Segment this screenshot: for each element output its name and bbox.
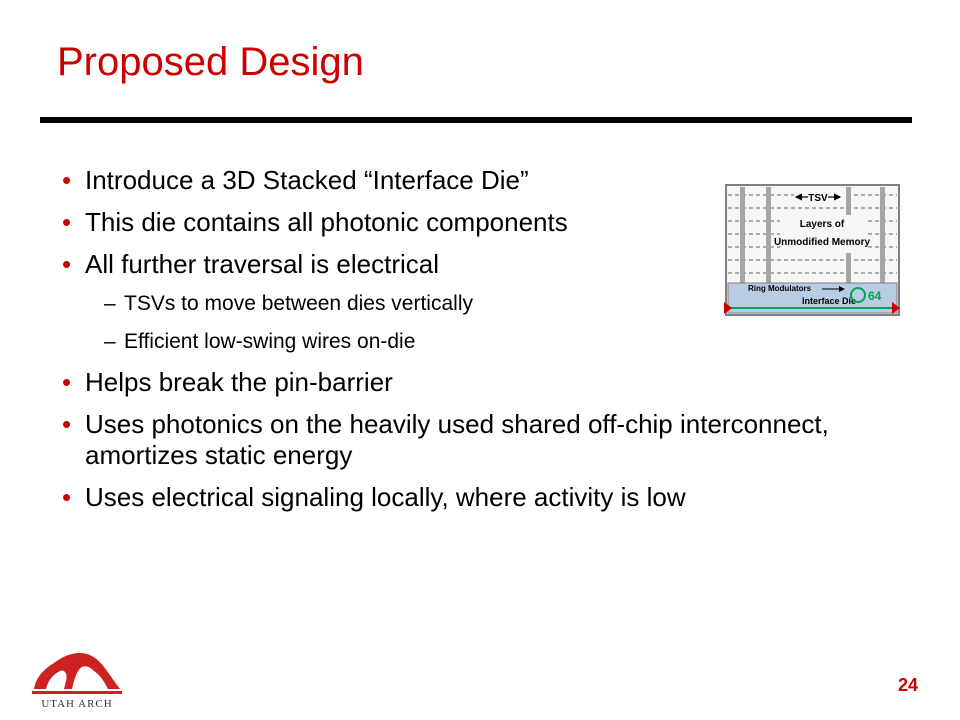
bullet-marker: • [62, 165, 72, 195]
ring-modulators-label: Ring Modulators [748, 284, 812, 293]
bullet-text: This die contains all photonic components [85, 207, 568, 237]
bullet-text: Helps break the pin-barrier [85, 367, 393, 397]
bullet-item [62, 367, 862, 398]
bullet-text: Introduce a 3D Stacked “Interface Die” [85, 165, 529, 195]
tsv-label: TSV [808, 193, 828, 204]
page-number: 24 [898, 675, 919, 695]
bullet-marker: • [62, 249, 72, 279]
bullet-marker: • [62, 367, 72, 397]
utah-arch-logo [28, 647, 126, 711]
modulator-count: 64 [868, 289, 882, 303]
interface-die-label: Interface Die [802, 296, 857, 306]
slide-title: Proposed Design [57, 40, 364, 84]
bullet-text: Uses electrical signaling locally, where activity is low [85, 482, 686, 512]
sub-bullet-item [62, 329, 862, 354]
bullet-marker: • [62, 482, 72, 512]
bullet-marker: • [62, 207, 72, 237]
bullet-marker: • [62, 409, 72, 439]
sub-bullet-marker: – [104, 330, 116, 353]
interface-die-diagram [722, 183, 902, 318]
title-divider [40, 117, 912, 123]
logo-text: UTAH ARCH [41, 698, 113, 710]
bullet-item [62, 482, 862, 513]
bullet-text: Uses photonics on the heavily used shared off-chip interconnect, amortizes static energy [85, 409, 829, 470]
sub-bullet-marker: – [104, 292, 116, 315]
arch-icon [34, 653, 120, 689]
bullet-text: All further traversal is electrical [85, 249, 439, 279]
logo-underline [32, 691, 122, 694]
bullet-item [62, 409, 862, 471]
layers-label-line2: Unmodified Memory [773, 237, 871, 248]
layers-label-line1: Layers of [799, 219, 845, 230]
sub-bullet-text: TSVs to move between dies vertically [124, 292, 473, 315]
sub-bullet-text: Efficient low-swing wires on-die [124, 330, 416, 353]
